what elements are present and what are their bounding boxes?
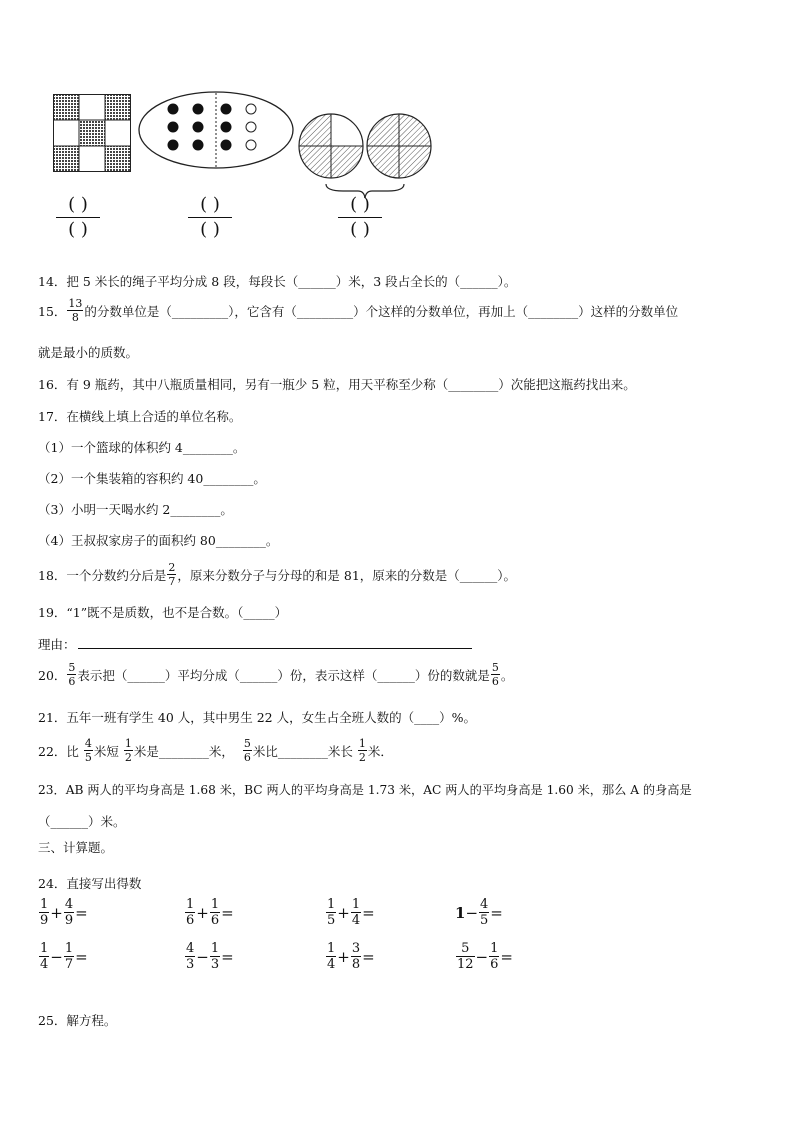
- question-22: 22．比 4 5 米短 1 2 米是________米， 5 6 米比________米长 1 2 米．: [38, 737, 393, 764]
- question-15-line2: 就是最小的质数。: [38, 345, 139, 360]
- question-14: 14．把 5 米长的绳子平均分成 8 段，每段长（______）米，3 段占全长的（______）。: [38, 274, 517, 289]
- operator: +: [337, 947, 350, 966]
- fraction: 4 9: [64, 897, 74, 928]
- fraction-13-8: 13 8: [68, 297, 83, 324]
- equals-sign: =: [362, 947, 375, 966]
- fraction-1-2-q22: 1 2: [358, 737, 366, 764]
- question-23-line1: 23．AB 两人的平均身高是 1.68 米，BC 两人的平均身高是 1.73 米，AC 两人的平均身高是 1.60 米，那么 A 的身高是: [38, 783, 692, 797]
- answer-fraction-1[interactable]: ( ) ( ): [56, 196, 100, 239]
- fraction: 1 6: [490, 941, 499, 972]
- fraction: 1 4: [351, 897, 361, 928]
- fraction-5-6: 5 6: [68, 661, 76, 688]
- fraction-1-2: 1 2: [124, 737, 132, 764]
- section-3-heading: 三、计算题。: [38, 840, 114, 855]
- fraction: 1 5: [327, 897, 336, 928]
- operator: −: [50, 947, 63, 966]
- calc-item: [455, 898, 503, 927]
- question-24-title: 24．直接写出得数: [38, 876, 142, 891]
- quartered-circles-figure: [298, 108, 438, 200]
- calc-item: [38, 942, 88, 971]
- fraction-5-6-q22: 5 6: [243, 737, 251, 764]
- calc-item: [325, 942, 375, 971]
- fraction: 4 5: [480, 897, 489, 928]
- fraction: 1 6: [210, 897, 220, 928]
- question-23-line2: （______）米。: [38, 814, 126, 829]
- fraction: 3 8: [351, 941, 361, 972]
- fraction: 1 9: [40, 897, 49, 928]
- question-19: 19．“1”既不是质数，也不是合数。（_____）: [38, 605, 288, 620]
- reason-answer-line[interactable]: [78, 648, 472, 649]
- whole-number: 1: [455, 903, 466, 922]
- question-17-title: 17．在横线上填上合适的单位名称。: [38, 409, 242, 424]
- ellipse-dots-figure: [137, 90, 295, 170]
- equals-sign: =: [221, 947, 234, 966]
- fraction: 4 3: [186, 941, 195, 972]
- equals-sign: =: [500, 947, 513, 966]
- calc-item: [184, 942, 234, 971]
- question-25: 25．解方程。: [38, 1013, 117, 1028]
- fraction: 1 7: [64, 941, 74, 972]
- equals-sign: =: [362, 903, 375, 922]
- calc-item: [38, 898, 88, 927]
- answer-fraction-3[interactable]: ( ) ( ): [338, 196, 382, 239]
- question-15: 15． 13 8 的分数单位是（_________），它含有（_________）个这样的分数单位，再加上（________）这样的分数单位: [38, 297, 679, 324]
- reason-label: 理由：: [38, 637, 76, 652]
- question-17-item-3: （3）小明一天喝水约 2________。: [38, 502, 233, 517]
- equals-sign: =: [75, 903, 88, 922]
- operator: −: [465, 903, 479, 922]
- calc-item: [184, 898, 234, 927]
- question-17-item-4: （4）王叔叔家房子的面积约 80________。: [38, 533, 279, 548]
- fraction: 1 4: [40, 941, 49, 972]
- answer-fraction-2[interactable]: ( ) ( ): [188, 196, 232, 239]
- operator: +: [337, 903, 350, 922]
- equals-sign: =: [490, 903, 503, 922]
- question-17-item-1: （1）一个篮球的体积约 4________。: [38, 440, 246, 455]
- operator: +: [196, 903, 209, 922]
- calc-item: [325, 898, 375, 927]
- question-20: 20． 5 6 表示把（______）平均分成（______）份，表示这样（______）份的数就是 5 6 。: [38, 661, 514, 688]
- fraction-4-5: 4 5: [84, 737, 92, 764]
- equals-sign: =: [75, 947, 88, 966]
- operator: −: [475, 947, 489, 966]
- fraction: 1 3: [210, 941, 220, 972]
- question-21: 21．五年一班有学生 40 人，其中男生 22 人，女生占全班人数的（____）%。: [38, 710, 476, 725]
- operator: −: [196, 947, 209, 966]
- operator: +: [50, 903, 63, 922]
- calc-item: [455, 942, 513, 971]
- question-16: 16．有 9 瓶药，其中八瓶质量相同，另有一瓶少 5 粒，用天平称至少称（________）次能把这瓶药找出来。: [38, 377, 636, 392]
- fraction: 1 4: [327, 941, 336, 972]
- fraction: 5 12: [457, 941, 474, 972]
- fraction-5-6-end: 5 6: [491, 661, 499, 688]
- fraction: 1 6: [186, 897, 195, 928]
- fraction-2-7: 2 7: [168, 561, 176, 588]
- question-17-item-2: （2）一个集装箱的容积约 40________。: [38, 471, 266, 486]
- question-18: 18．一个分数约分后是 2 7 ，原来分数分子与分母的和是 81，原来的分数是（______）。: [38, 561, 517, 588]
- equals-sign: =: [221, 903, 234, 922]
- checkered-square-figure: [53, 94, 131, 172]
